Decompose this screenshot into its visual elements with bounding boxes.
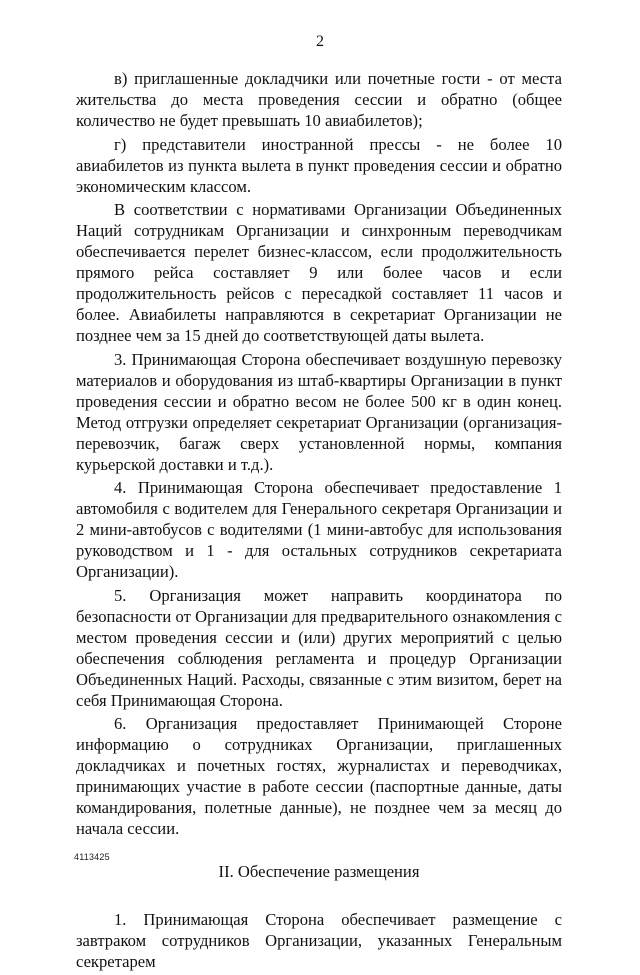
paragraph-cargo-transport: 3. Принимающая Сторона обеспечивает воздушную перевозку материалов и оборудования из штаб-квартиры Организации в пункт проведения сессии и обратно весом не более 500 кг в один конец. Метод отгрузки определяет секретариат Организации (организация-перевозчик, багаж сверх установленной нормы, компания курьерской доставки и т.д.). (76, 349, 562, 474)
paragraph-business-class: В соответствии с нормативами Организации Объединенных Наций сотрудникам Организации и синхронным переводчикам обеспечивается перелет бизнес-классом, если продолжительность прямого рейса составляет 9 или более часов и если продолжительность рейсов с пересадкой составляет 11 часов и более. Авиабилеты направляются в секретариат Организации не позднее чем за 15 дней до соответствующей даты вылета. (76, 200, 562, 345)
section-heading: II. Обеспечение размещения (218, 862, 420, 881)
paragraph-vehicles: 4. Принимающая Сторона обеспечивает предоставление 1 автомобиля с водителем для Генерального секретаря Организации и 2 мини-автобусов с водителями (1 мини-автобус для использования руководством и 1 - для остальных сотрудников секретариата Организации). (76, 478, 562, 581)
page-number: 2 (316, 33, 324, 50)
paragraph-invited-speakers: в) приглашенные докладчики или почетные гости - от места жительства до места проведения сессии и обратно (общее количество не будет превышать 10 авиабилетов); (76, 69, 562, 130)
document-code: 4113425 (74, 852, 110, 862)
document-body (76, 68, 562, 975)
paragraph-foreign-press: г) представители иностранной прессы - не более 10 авиабилетов из пункта вылета в пункт проведения сессии и обратно экономическим классом. (76, 134, 562, 196)
paragraph-security-coordinator: 5. Организация может направить координатора по безопасности от Организации для предварительного ознакомления с местом проведения сессии и (или) других мероприятий с целью обеспечения соблюдения регламента и процедур Организации Объединенных Наций. Расходы, связанные с этим визитом, берет на себя Принимающая Сторона. (76, 585, 562, 710)
paragraph-staff-information: 6. Организация предоставляет Принимающей Стороне информацию о сотрудниках Организации, приглашенных докладчиках и почетных гостях, журналистах и переводчиках, принимающих участие в работе сессии (паспортные данные, даты командирования, полетные данные), не позднее чем за месяц до начала сессии. (76, 714, 562, 838)
paragraph-accommodation: 1. Принимающая Сторона обеспечивает размещение с завтраком сотрудников Организации, указанных Генеральным секретарем (76, 910, 562, 971)
